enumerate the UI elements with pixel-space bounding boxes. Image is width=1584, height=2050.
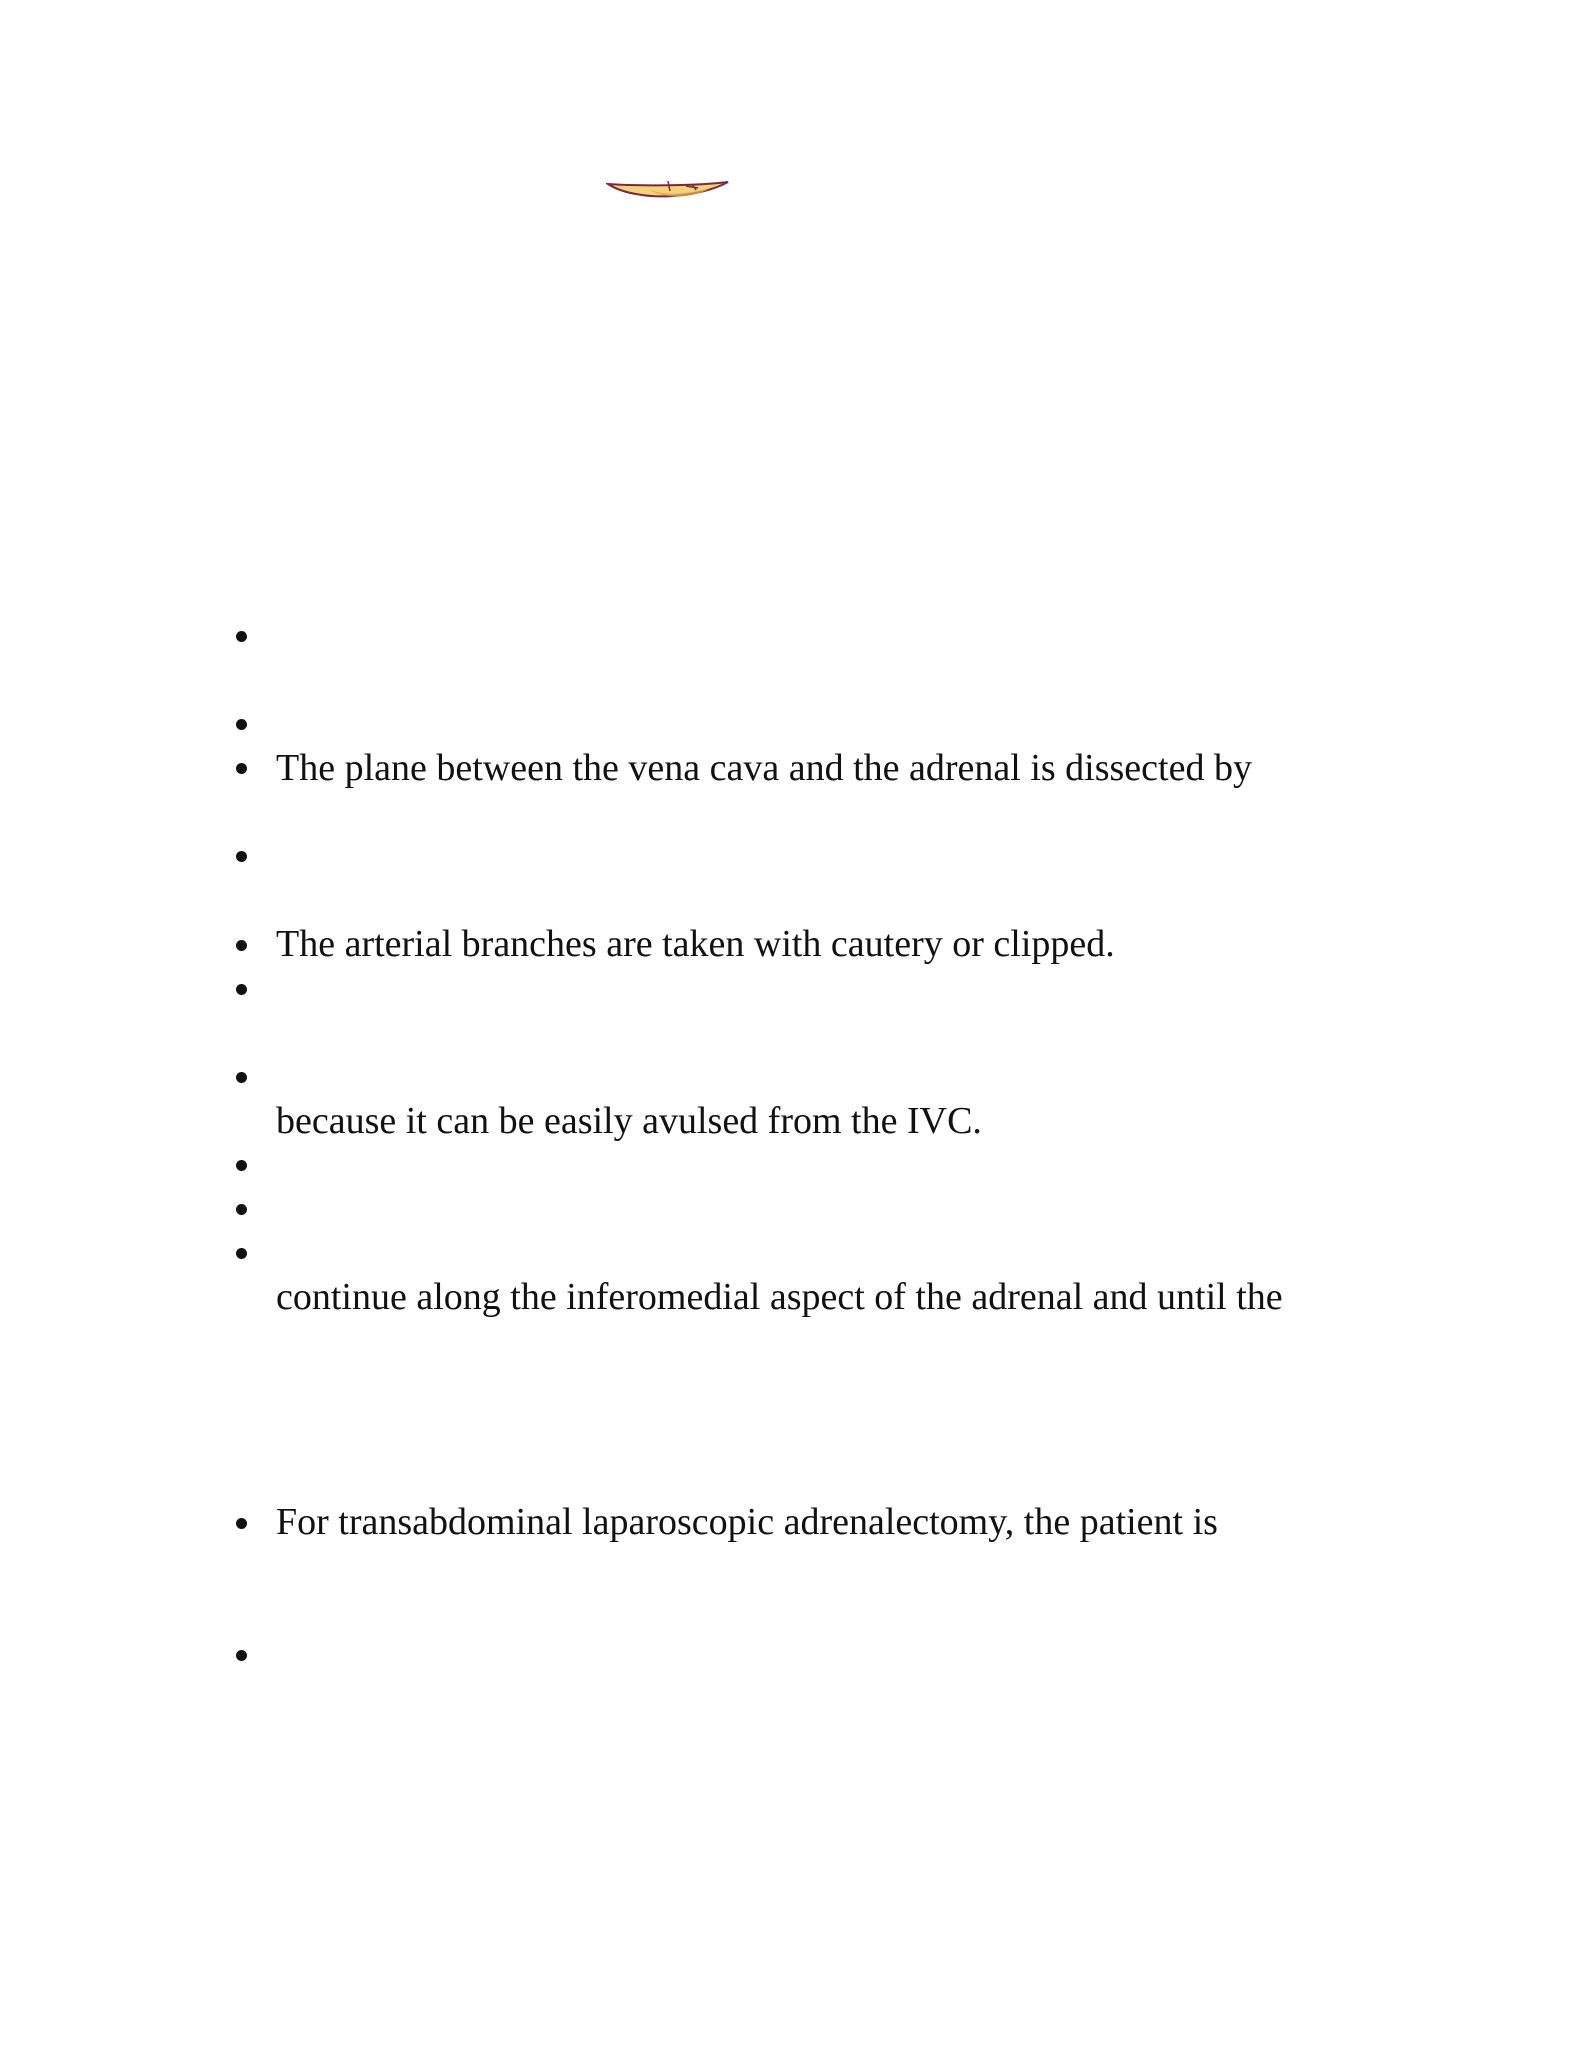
list-item-bullet: [236, 984, 247, 995]
list-item: For transabdominal laparoscopic adrenalectomy, the patient is: [276, 1501, 1218, 1543]
list-item-bullet: [236, 719, 247, 730]
list-item-bullet: [236, 1518, 247, 1529]
list-item-bullet: [236, 1072, 247, 1083]
list-item-bullet: [236, 1204, 247, 1215]
list-item: The arterial branches are taken with cautery or clipped.: [276, 923, 1115, 965]
list-item-bullet: [236, 1160, 247, 1171]
list-item: The plane between the vena cava and the adrenal is dissected by: [276, 747, 1252, 789]
list-item-bullet: [236, 763, 247, 774]
list-item-continuation: because it can be easily avulsed from the IVC.: [276, 1100, 982, 1142]
list-item-bullet: [236, 851, 247, 862]
list-item-bullet: [236, 1650, 247, 1661]
anatomical-illustration-fragment-icon: [606, 178, 730, 204]
list-item-continuation: continue along the inferomedial aspect of the adrenal and until the: [276, 1276, 1283, 1318]
list-item-bullet: [236, 1248, 247, 1259]
list-item-bullet: [236, 940, 247, 951]
list-item-bullet: [236, 631, 247, 642]
